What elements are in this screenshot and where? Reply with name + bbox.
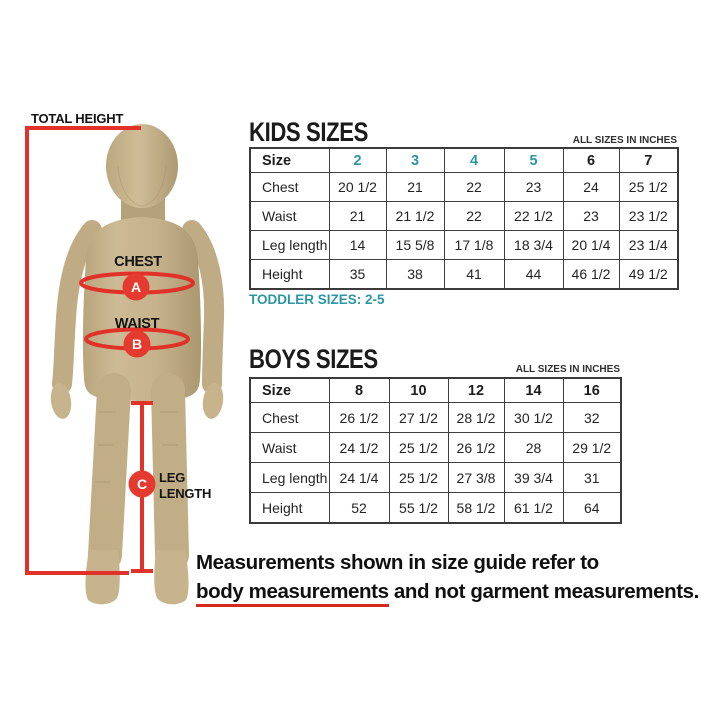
toddler-sizes-footnote: TODDLER SIZES: 2-5 — [249, 292, 385, 307]
size-header: 5 — [504, 148, 563, 173]
table-row — [250, 231, 678, 260]
table-row — [250, 493, 621, 524]
size-cell: 32 — [563, 403, 621, 433]
size-cell: 61 1/2 — [504, 493, 563, 524]
table-row — [250, 463, 621, 493]
table-row — [250, 173, 678, 202]
size-header: 6 — [563, 148, 619, 173]
size-cell: 39 3/4 — [504, 463, 563, 493]
size-cell: 64 — [563, 493, 621, 524]
size-cell: 44 — [504, 260, 563, 290]
size-cell: 21 1/2 — [386, 202, 444, 231]
size-column-header: Size — [250, 148, 329, 173]
size-cell: 41 — [444, 260, 504, 290]
leg-length-label — [159, 470, 211, 501]
size-cell: 21 — [386, 173, 444, 202]
table-row — [250, 433, 621, 463]
size-cell: 22 — [444, 173, 504, 202]
size-cell: 28 1/2 — [448, 403, 504, 433]
size-header: 3 — [386, 148, 444, 173]
size-header: 14 — [504, 378, 563, 403]
size-cell: 27 1/2 — [389, 403, 448, 433]
size-cell: 29 1/2 — [563, 433, 621, 463]
size-cell: 24 — [563, 173, 619, 202]
size-cell: 14 — [329, 231, 386, 260]
table-row — [250, 202, 678, 231]
size-column-header: Size — [250, 378, 329, 403]
note-underlined-phrase: body measurements — [196, 580, 389, 607]
size-cell: 20 1/2 — [329, 173, 386, 202]
size-cell: 28 — [504, 433, 563, 463]
size-cell: 52 — [329, 493, 389, 524]
note-line2-rest: and not garment measurements. — [388, 580, 699, 603]
size-cell: 58 1/2 — [448, 493, 504, 524]
leg-length-label-line1: LEG — [159, 470, 186, 485]
waist-marker-letter: B — [131, 336, 143, 352]
measure-label-cell: Leg length — [250, 231, 329, 260]
size-cell: 23 1/4 — [619, 231, 678, 260]
measure-label-cell: Height — [250, 260, 329, 290]
size-cell: 31 — [563, 463, 621, 493]
size-cell: 27 3/8 — [448, 463, 504, 493]
note-line2 — [196, 577, 699, 606]
boys-sizes-table — [249, 377, 622, 524]
size-cell: 18 3/4 — [504, 231, 563, 260]
size-cell: 55 1/2 — [389, 493, 448, 524]
size-cell: 46 1/2 — [563, 260, 619, 290]
size-cell: 15 5/8 — [386, 231, 444, 260]
kids-sizes-title: KIDS SIZES — [249, 117, 368, 147]
table-row — [250, 260, 678, 290]
size-cell: 26 1/2 — [448, 433, 504, 463]
size-cell: 25 1/2 — [389, 433, 448, 463]
chest-label: CHEST — [114, 254, 162, 270]
size-cell: 26 1/2 — [329, 403, 389, 433]
size-cell: 23 — [504, 173, 563, 202]
mannequin-body-shape — [49, 124, 226, 604]
size-cell: 25 1/2 — [619, 173, 678, 202]
boys-units-note: ALL SIZES IN INCHES — [515, 364, 620, 375]
note-line1: Measurements shown in size guide refer to — [196, 551, 599, 574]
size-cell: 17 1/8 — [444, 231, 504, 260]
size-cell: 23 — [563, 202, 619, 231]
waist-label: WAIST — [114, 316, 160, 332]
size-header: 8 — [329, 378, 389, 403]
total-height-label: TOTAL HEIGHT — [31, 111, 124, 126]
size-header: 2 — [329, 148, 386, 173]
measure-label-cell: Height — [250, 493, 329, 524]
body-measurements-note — [196, 548, 699, 606]
boys-table-header-row — [250, 378, 621, 403]
size-cell: 21 — [329, 202, 386, 231]
size-cell: 30 1/2 — [504, 403, 563, 433]
size-header: 10 — [389, 378, 448, 403]
table-row — [250, 403, 621, 433]
size-cell: 22 — [444, 202, 504, 231]
size-cell: 35 — [329, 260, 386, 290]
size-cell: 24 1/4 — [329, 463, 389, 493]
size-cell: 38 — [386, 260, 444, 290]
leg-marker-letter: C — [136, 476, 148, 492]
measure-label-cell: Chest — [250, 173, 329, 202]
kids-sizes-table — [249, 147, 679, 290]
leg-length-label-line2: LENGTH — [159, 485, 212, 501]
size-cell: 22 1/2 — [504, 202, 563, 231]
size-cell: 24 1/2 — [329, 433, 389, 463]
measure-label-cell: Waist — [250, 202, 329, 231]
size-header: 12 — [448, 378, 504, 403]
measure-label-cell: Waist — [250, 433, 329, 463]
size-header: 7 — [619, 148, 678, 173]
size-header: 4 — [444, 148, 504, 173]
chest-marker-letter: A — [130, 279, 142, 295]
kids-table-header-row — [250, 148, 678, 173]
size-cell: 23 1/2 — [619, 202, 678, 231]
size-header: 16 — [563, 378, 621, 403]
boys-sizes-title: BOYS SIZES — [249, 344, 378, 374]
measure-label-cell: Leg length — [250, 463, 329, 493]
size-cell: 25 1/2 — [389, 463, 448, 493]
size-cell: 49 1/2 — [619, 260, 678, 290]
size-cell: 20 1/4 — [563, 231, 619, 260]
kids-units-note: ALL SIZES IN INCHES — [572, 135, 677, 146]
measure-label-cell: Chest — [250, 403, 329, 433]
